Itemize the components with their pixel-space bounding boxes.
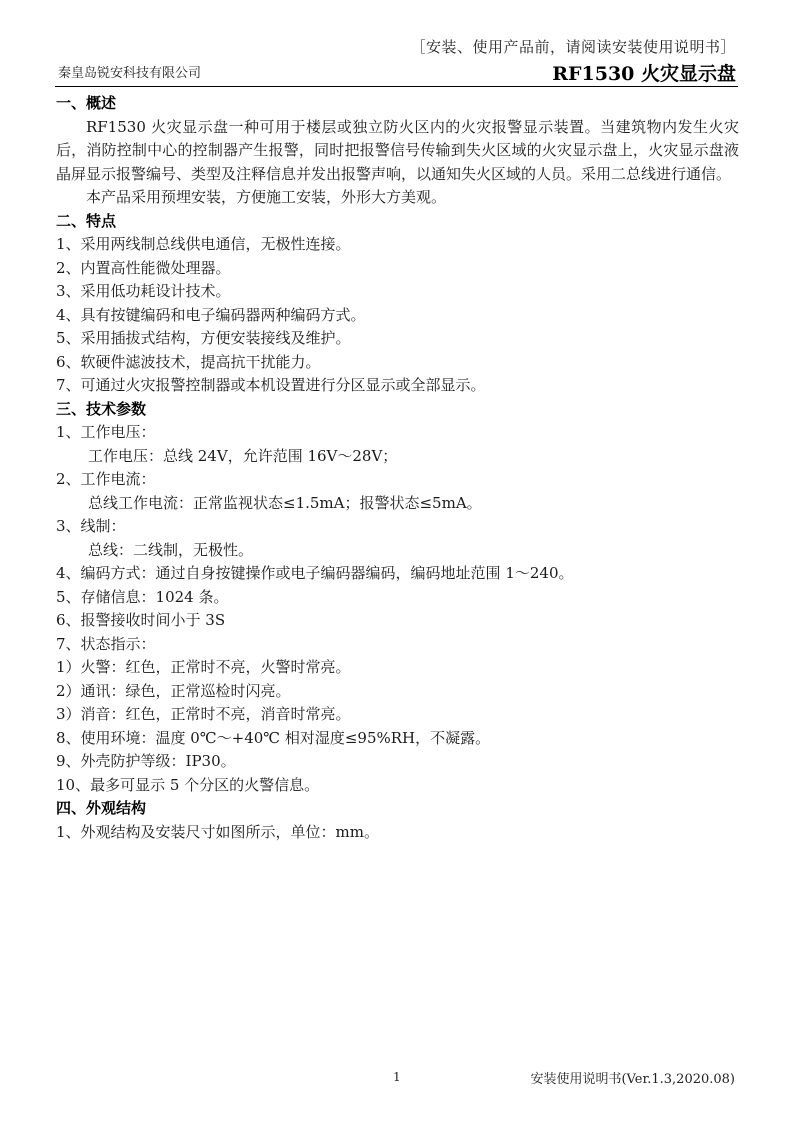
page-number: 1 — [393, 1070, 401, 1084]
overview-paragraph: 本产品采用预埋安装，方便施工安装，外形大方美观。 — [86, 188, 447, 206]
section-heading-specs: 三、技术参数 — [56, 399, 147, 418]
spec-item: 3、线制： — [56, 517, 126, 535]
feature-item: 3、采用低功耗设计技术。 — [56, 282, 231, 300]
feature-item: 4、具有按键编码和电子编码器两种编码方式。 — [56, 305, 366, 324]
section-heading-overview: 一、概述 — [56, 94, 117, 112]
overview-paragraph: RF1530 火灾显示盘一种可用于楼层或独立防火区内的火灾报警显示装置。当建筑物内发生火灾后，消防控制中心的控制器产生报警，同时把报警信号传输到失火区域的火灾显示盘上，火灾显示盘液晶屏显示报警编号、类型及注释信息并发出报警声响，以通知失火区域的人员。采用二总线进行通信。 — [56, 117, 739, 183]
feature-item: 2、内置高性能微处理器。 — [56, 258, 231, 277]
document-title: RF1530 火灾显示盘 — [552, 63, 736, 85]
spec-subitem: 1）火警：红色，正常时不亮，火警时常亮。 — [56, 658, 351, 676]
spec-subitem: 2）通讯：绿色，正常巡检时闪亮。 — [56, 681, 291, 700]
spec-item: 4、编码方式：通过自身按键操作或电子编码器编码，编码地址范围 1～240。 — [56, 564, 574, 582]
spec-item: 9、外壳防护等级：IP30。 — [56, 752, 236, 770]
spec-detail: 总线工作电流：正常监视状态≤1.5mA；报警状态≤5mA。 — [88, 493, 482, 512]
spec-item: 8、使用环境：温度 0℃～+40℃ 相对湿度≤95%RH，不凝露。 — [56, 728, 491, 747]
document-body — [56, 92, 739, 844]
spec-item: 6、报警接收时间小于 3S — [56, 611, 226, 629]
spec-item: 1、工作电压： — [56, 423, 156, 441]
feature-item: 5、采用插拔式结构，方便安装接线及维护。 — [56, 329, 351, 347]
feature-item: 1、采用两线制总线供电通信，无极性连接。 — [56, 235, 351, 253]
header-note: ［安装、使用产品前，请阅读安装使用说明书］ — [410, 38, 736, 56]
spec-item: 7、状态指示： — [56, 634, 156, 653]
spec-item: 2、工作电流： — [56, 470, 156, 488]
spec-item: 5、存储信息：1024 条。 — [56, 587, 229, 606]
appearance-item: 1、外观结构及安装尺寸如图所示，单位：mm。 — [56, 822, 379, 841]
company-name: 秦皇岛锐安科技有限公司 — [58, 66, 202, 81]
spec-item: 10、最多可显示 5 个分区的火警信息。 — [56, 775, 320, 794]
header-divider — [55, 86, 738, 87]
section-heading-appearance: 四、外观结构 — [56, 799, 147, 817]
spec-subitem: 3）消音：红色，正常时不亮，消音时常亮。 — [56, 705, 351, 723]
spec-detail: 工作电压：总线 24V，允许范围 16V～28V； — [88, 446, 398, 465]
document-version: 安装使用说明书(Ver.1.3,2020.08) — [530, 1072, 735, 1087]
section-heading-features: 二、特点 — [56, 211, 117, 230]
feature-item: 6、软硬件滤波技术，提高抗干扰能力。 — [56, 352, 321, 371]
spec-detail: 总线：二线制，无极性。 — [88, 540, 254, 559]
feature-item: 7、可通过火灾报警控制器或本机设置进行分区显示或全部显示。 — [56, 376, 486, 394]
